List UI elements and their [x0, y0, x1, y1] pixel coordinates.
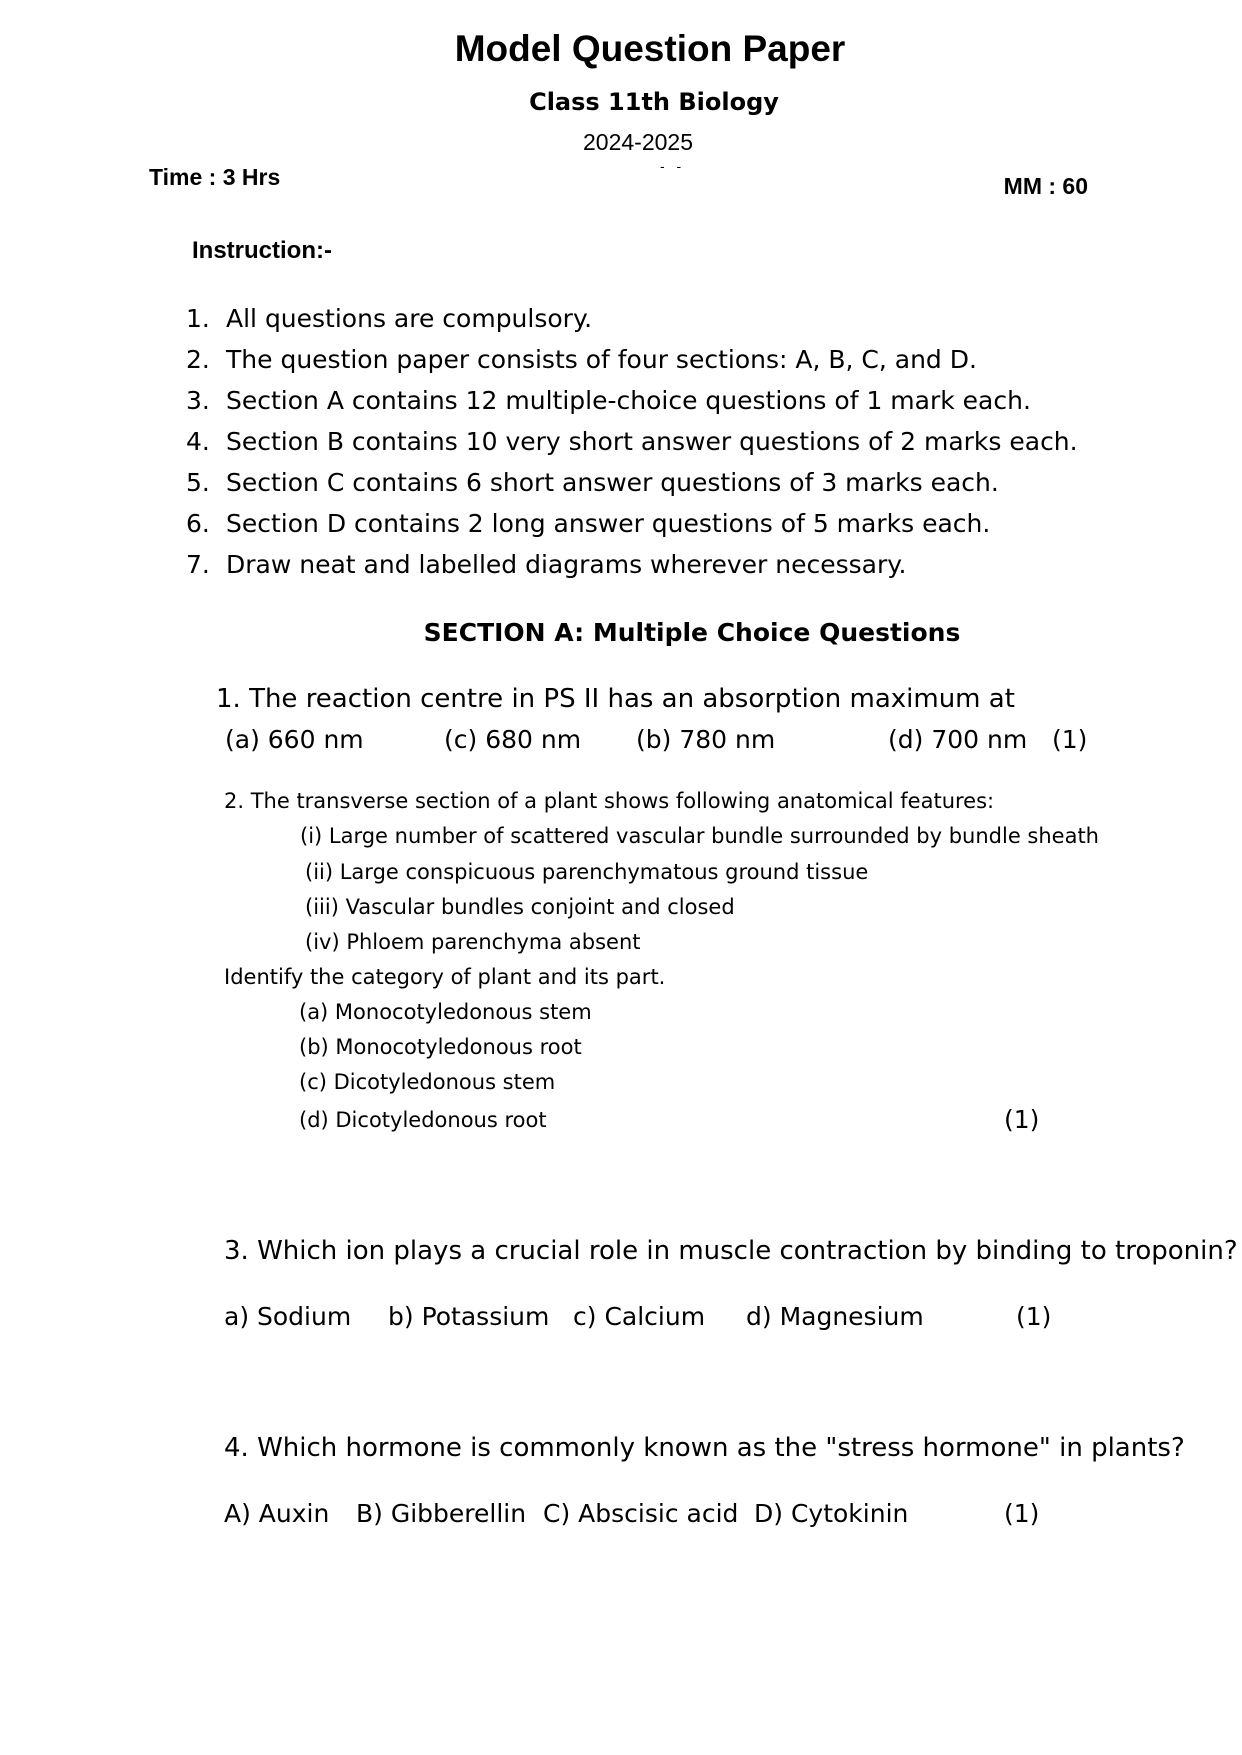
- question-4-marks: (1): [1004, 1499, 1040, 1528]
- instruction-item: [186, 462, 1078, 503]
- question-2-option-c: (c) Dicotyledonous stem: [299, 1070, 556, 1094]
- question-3-marks: (1): [1016, 1302, 1052, 1331]
- question-4-option-c: C) Abscisic acid: [543, 1499, 739, 1528]
- instruction-number: 2.: [186, 345, 210, 374]
- question-2-option-b: (b) Monocotyledonous root: [299, 1035, 582, 1059]
- question-4-option-b: B) Gibberellin: [356, 1499, 527, 1528]
- question-2-prompt: Identify the category of plant and its part.: [224, 965, 666, 989]
- question-2-marks: (1): [1004, 1105, 1040, 1134]
- instruction-text: Section D contains 2 long answer questions of 5 marks each.: [226, 509, 991, 538]
- page-title: Model Question Paper: [454, 28, 846, 69]
- instruction-number: 4.: [186, 427, 210, 456]
- instruction-text: The question paper consists of four sections: A, B, C, and D.: [226, 345, 977, 374]
- instruction-item: [186, 503, 1078, 544]
- question-2-feature: (iii) Vascular bundles conjoint and closed: [305, 895, 735, 919]
- instruction-item: [186, 544, 1078, 585]
- maximum-marks: MM : 60: [1003, 173, 1088, 199]
- instruction-item: [186, 380, 1078, 421]
- question-1-option-a: (a) 660 nm: [225, 725, 364, 754]
- question-3-option-d: d) Magnesium: [746, 1302, 924, 1331]
- question-1-marks: (1): [1052, 725, 1088, 754]
- instruction-number: 7.: [186, 550, 210, 579]
- instruction-item: [186, 298, 1078, 339]
- question-1-option-c: (c) 680 nm: [444, 725, 582, 754]
- question-3-text: 3. Which ion plays a crucial role in muscle contraction by binding to troponin?: [224, 1236, 1238, 1266]
- instruction-number: 3.: [186, 386, 210, 415]
- question-2-option-a: (a) Monocotyledonous stem: [299, 1000, 592, 1024]
- instruction-item: [186, 339, 1078, 380]
- instruction-text: All questions are compulsory.: [226, 304, 593, 333]
- question-3-option-a: a) Sodium: [224, 1302, 352, 1331]
- question-2-option-d: (d) Dicotyledonous root: [299, 1108, 547, 1132]
- question-2-feature: (ii) Large conspicuous parenchymatous ground tissue: [305, 860, 869, 884]
- question-2-text: 2. The transverse section of a plant shows following anatomical features:: [224, 789, 995, 813]
- question-4-text: 4. Which hormone is commonly known as the "stress hormone" in plants?: [224, 1433, 1185, 1463]
- question-2-feature: (i) Large number of scattered vascular bundle surrounded by bundle sheath: [300, 824, 1099, 848]
- instruction-text: Section A contains 12 multiple-choice questions of 1 mark each.: [226, 386, 1031, 415]
- header-separator: - -: [660, 158, 686, 174]
- question-4-option-d: D) Cytokinin: [754, 1499, 909, 1528]
- instruction-number: 1.: [186, 304, 210, 333]
- question-2-feature: (iv) Phloem parenchyma absent: [305, 930, 641, 954]
- question-3-option-b: b) Potassium: [388, 1302, 550, 1331]
- section-a-heading: SECTION A: Multiple Choice Questions: [423, 618, 961, 647]
- question-1-option-d: (d) 700 nm: [888, 725, 1028, 754]
- question-4-option-a: A) Auxin: [224, 1499, 330, 1528]
- instruction-text: Section B contains 10 very short answer questions of 2 marks each.: [226, 427, 1078, 456]
- instruction-number: 5.: [186, 468, 210, 497]
- instruction-text: Draw neat and labelled diagrams wherever necessary.: [226, 550, 907, 579]
- instruction-item: [186, 421, 1078, 462]
- question-1-text: 1. The reaction centre in PS II has an absorption maximum at: [216, 684, 1015, 714]
- instruction-text: Section C contains 6 short answer questions of 3 marks each.: [226, 468, 999, 497]
- question-3-option-c: c) Calcium: [573, 1302, 706, 1331]
- question-1-option-b: (b) 780 nm: [636, 725, 776, 754]
- time-allowed: Time : 3 Hrs: [149, 164, 281, 190]
- instructions-heading: Instruction:-: [192, 237, 332, 264]
- instruction-number: 6.: [186, 509, 210, 538]
- class-subtitle: Class 11th Biology: [529, 88, 779, 116]
- academic-session: 2024-2025: [583, 129, 693, 155]
- instructions-list: [186, 298, 1078, 585]
